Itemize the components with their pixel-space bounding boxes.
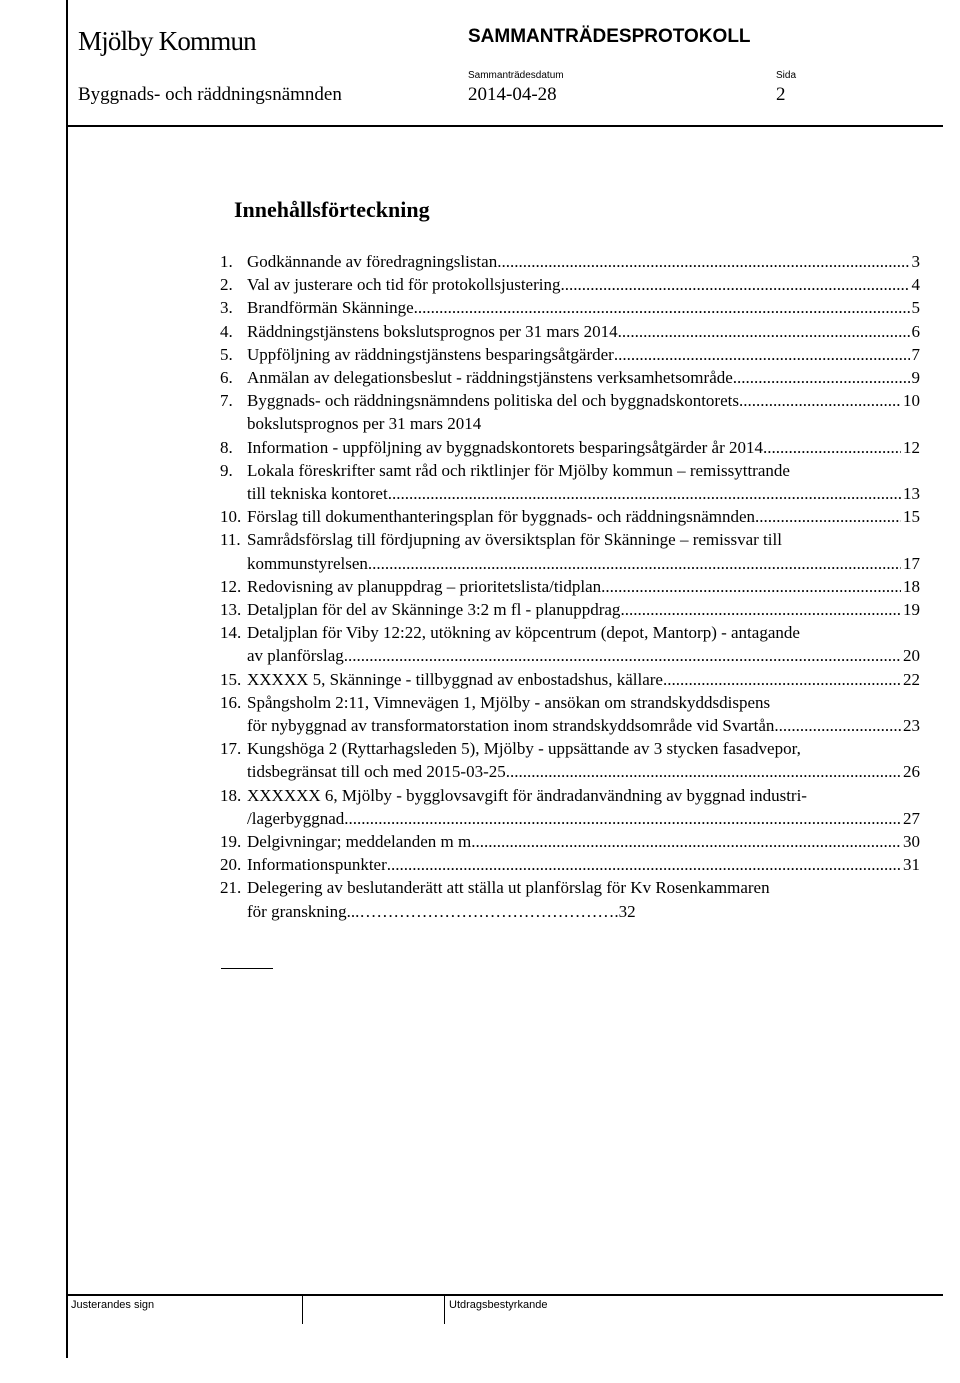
- toc-entry-text: Informationspunkter: [247, 855, 387, 875]
- toc-leader-dots: [471, 830, 901, 853]
- toc-entry-number: 12.: [220, 576, 242, 596]
- toc-entry-page: 3: [911, 252, 920, 271]
- toc-entry: [220, 343, 920, 366]
- toc-entry: [220, 436, 920, 459]
- toc-leader-dots: [663, 668, 901, 691]
- toc-leader-dots: [368, 552, 901, 575]
- toc-leader-dots: [506, 760, 901, 783]
- toc-entry-text: Information - uppföljning av byggnadskontorets besparingsåtgärder år 2014: [247, 437, 764, 457]
- toc-entry-page: 9: [911, 368, 920, 388]
- toc-entry-number: 9.: [220, 460, 233, 480]
- toc-leader-dots: [388, 482, 901, 505]
- toc-leader-dots: [560, 273, 909, 296]
- toc-entry: [220, 389, 920, 435]
- toc-entry-number: 6.: [220, 368, 233, 388]
- toc-entry-page: 15: [903, 507, 920, 527]
- toc-entry-number: 5.: [220, 344, 233, 364]
- footer-divider: [302, 1294, 303, 1324]
- toc-entry-number: 8.: [220, 437, 233, 457]
- toc-entry-text: för nybyggnad av transformatorstation inom strandskyddsområde vid Svartån: [247, 716, 775, 736]
- toc-leader-dots: [344, 807, 901, 830]
- page-number: 2: [776, 84, 786, 105]
- toc-entry: [220, 668, 920, 691]
- toc-leader-dots: [614, 343, 910, 366]
- toc-leader-dots: [774, 714, 901, 737]
- toc-entry-page: 27: [903, 808, 920, 828]
- toc-entry: [220, 598, 920, 621]
- organization-name: Mjölby Kommun: [78, 26, 256, 56]
- toc-entry: [220, 876, 920, 922]
- toc-entry-page: 18: [903, 576, 920, 596]
- toc-entry-number: 17.: [220, 739, 242, 759]
- toc-entry-page: 12: [903, 437, 920, 457]
- toc-entry-page: 23: [903, 716, 920, 736]
- toc-entry-text: Redovisning av planuppdrag – prioritetslista/tidplan: [247, 576, 602, 596]
- toc-leader-dots: [620, 598, 901, 621]
- toc-entry: [220, 250, 920, 273]
- toc-entry-page: 19: [903, 600, 920, 620]
- toc-entry-page: 26: [903, 762, 920, 782]
- toc-entry-page: 17: [903, 553, 920, 573]
- toc-leader-dots: [755, 505, 901, 528]
- toc-leader-dots: [733, 366, 910, 389]
- toc-entry-page: 31: [903, 855, 920, 875]
- toc-entry-text: Räddningstjänstens bokslutsprognos per 31 mars 2014: [247, 321, 618, 341]
- toc-entry: [220, 528, 920, 574]
- toc-entry: [220, 575, 920, 598]
- toc-entry-number: 4.: [220, 321, 233, 341]
- toc-entry-text: Byggnads- och räddningsnämndens politiska del och byggnadskontorets: [247, 391, 739, 411]
- meeting-date: 2014-04-28: [468, 84, 557, 105]
- table-of-contents: [220, 250, 920, 923]
- toc-leader-dots: [497, 250, 909, 273]
- committee-name: Byggnads- och räddningsnämnden: [78, 84, 342, 105]
- toc-entry-number: 2.: [220, 275, 233, 295]
- toc-entry-number: 15.: [220, 669, 242, 689]
- toc-entry-page: 13: [903, 484, 920, 504]
- toc-entry-text: för granskning...……………………………………….32: [247, 901, 636, 921]
- toc-entry-text: Spångsholm 2:11, Vimnevägen 1, Mjölby - ansökan om strandskyddsdispens: [247, 692, 771, 712]
- footer-divider: [444, 1294, 445, 1324]
- toc-leader-dots: [387, 853, 901, 876]
- footer-rule: [66, 1294, 943, 1296]
- toc-entry: [220, 505, 920, 528]
- toc-entry-page: 30: [903, 832, 920, 852]
- toc-entry-text: /lagerbyggnad: [247, 808, 345, 828]
- toc-leader-dots: [763, 436, 901, 459]
- toc-entry-text: Val av justerare och tid för protokollsjustering: [247, 275, 561, 295]
- toc-entry: [220, 737, 920, 783]
- toc-leader-dots: [739, 389, 901, 412]
- page-label: Sida: [776, 70, 797, 81]
- toc-leader-dots: [344, 644, 901, 667]
- toc-entry: [220, 784, 920, 830]
- toc-entry: [220, 366, 920, 389]
- toc-entry: [220, 320, 920, 343]
- toc-entry-number: 13.: [220, 600, 242, 620]
- toc-entry-page: 7: [911, 344, 920, 364]
- toc-entry: [220, 459, 920, 505]
- toc-entry-text: tidsbegränsat till och med 2015-03-25: [247, 762, 506, 782]
- left-margin-rule: [66, 0, 68, 1358]
- header-rule: [66, 125, 943, 127]
- toc-entry-page: 5: [911, 298, 920, 318]
- toc-entry-number: 7.: [220, 391, 233, 411]
- toc-entry-text: Detaljplan för Viby 12:22, utökning av köpcentrum (depot, Mantorp) - antagande: [247, 623, 800, 643]
- toc-entry-number: 14.: [220, 623, 242, 643]
- toc-entry-number: 3.: [220, 298, 233, 318]
- toc-entry-text: Förslag till dokumenthanteringsplan för byggnads- och räddningsnämnden: [247, 507, 756, 527]
- toc-entry-text: Anmälan av delegationsbeslut - räddningstjänstens verksamhetsområde: [247, 368, 733, 388]
- toc-entry-page: 4: [911, 275, 920, 295]
- toc-entry: [220, 853, 920, 876]
- toc-entry-text: Delegering av beslutanderätt att ställa ut planförslag för Kv Rosenkammaren: [247, 878, 770, 898]
- toc-entry-number: 21.: [220, 878, 242, 898]
- toc-entry: [220, 273, 920, 296]
- toc-entry: [220, 691, 920, 737]
- toc-entry-continuation: bokslutsprognos per 31 mars 2014: [247, 414, 482, 434]
- toc-entry-page: 20: [903, 646, 920, 666]
- toc-entry-page: 22: [903, 669, 920, 689]
- toc-entry-number: 11.: [220, 530, 241, 550]
- toc-entry-text: Uppföljning av räddningstjänstens besparingsåtgärder: [247, 344, 614, 364]
- toc-entry-number: 16.: [220, 692, 242, 712]
- toc-entry-number: 10.: [220, 507, 242, 527]
- toc-entry-text: XXXXXX 6, Mjölby - bygglovsavgift för ändradanvändning av byggnad industri-: [247, 785, 807, 805]
- signer-label: Justerandes sign: [71, 1299, 155, 1311]
- toc-entry-text: Detaljplan för del av Skänninge 3:2 m fl - planuppdrag: [247, 600, 621, 620]
- toc-entry-text: XXXXX 5, Skänninge - tillbyggnad av enbostadshus, källare: [247, 669, 663, 689]
- toc-entry-page: 6: [911, 321, 920, 341]
- toc-entry-text: Brandförmän Skänninge: [247, 298, 414, 318]
- extract-label: Utdragsbestyrkande: [449, 1299, 548, 1311]
- toc-leader-dots: [618, 320, 910, 343]
- toc-entry-text: till tekniska kontoret: [247, 484, 388, 504]
- toc-entry-number: 19.: [220, 832, 242, 852]
- toc-leader-dots: [414, 296, 910, 319]
- toc-title: Innehållsförteckning: [234, 197, 430, 222]
- toc-entry: [220, 296, 920, 319]
- toc-entry: [220, 621, 920, 667]
- end-mark: [221, 968, 273, 969]
- document-type: SAMMANTRÄDESPROTOKOLL: [468, 26, 751, 47]
- toc-entry-text: Samrådsförslag till fördjupning av översiktsplan för Skänninge – remissvar till: [247, 530, 782, 550]
- toc-entry-text: Delgivningar; meddelanden m m: [247, 832, 472, 852]
- toc-entry-number: 18.: [220, 785, 242, 805]
- toc-entry: [220, 830, 920, 853]
- toc-entry-text: kommunstyrelsen: [247, 553, 368, 573]
- toc-entry-text: av planförslag: [247, 646, 344, 666]
- toc-entry-number: 20.: [220, 855, 242, 875]
- toc-leader-dots: [601, 575, 901, 598]
- toc-entry-text: Godkännande av föredragningslistan: [247, 252, 498, 271]
- toc-entry-page: 10: [903, 391, 920, 411]
- toc-entry-number: 1.: [220, 252, 233, 271]
- toc-entry-text: Kungshöga 2 (Ryttarhagsleden 5), Mjölby - uppsättande av 3 stycken fasadvepor,: [247, 739, 801, 759]
- date-label: Sammanträdesdatum: [468, 70, 564, 81]
- toc-entry-text: Lokala föreskrifter samt råd och riktlinjer för Mjölby kommun – remissyttrande: [247, 460, 790, 480]
